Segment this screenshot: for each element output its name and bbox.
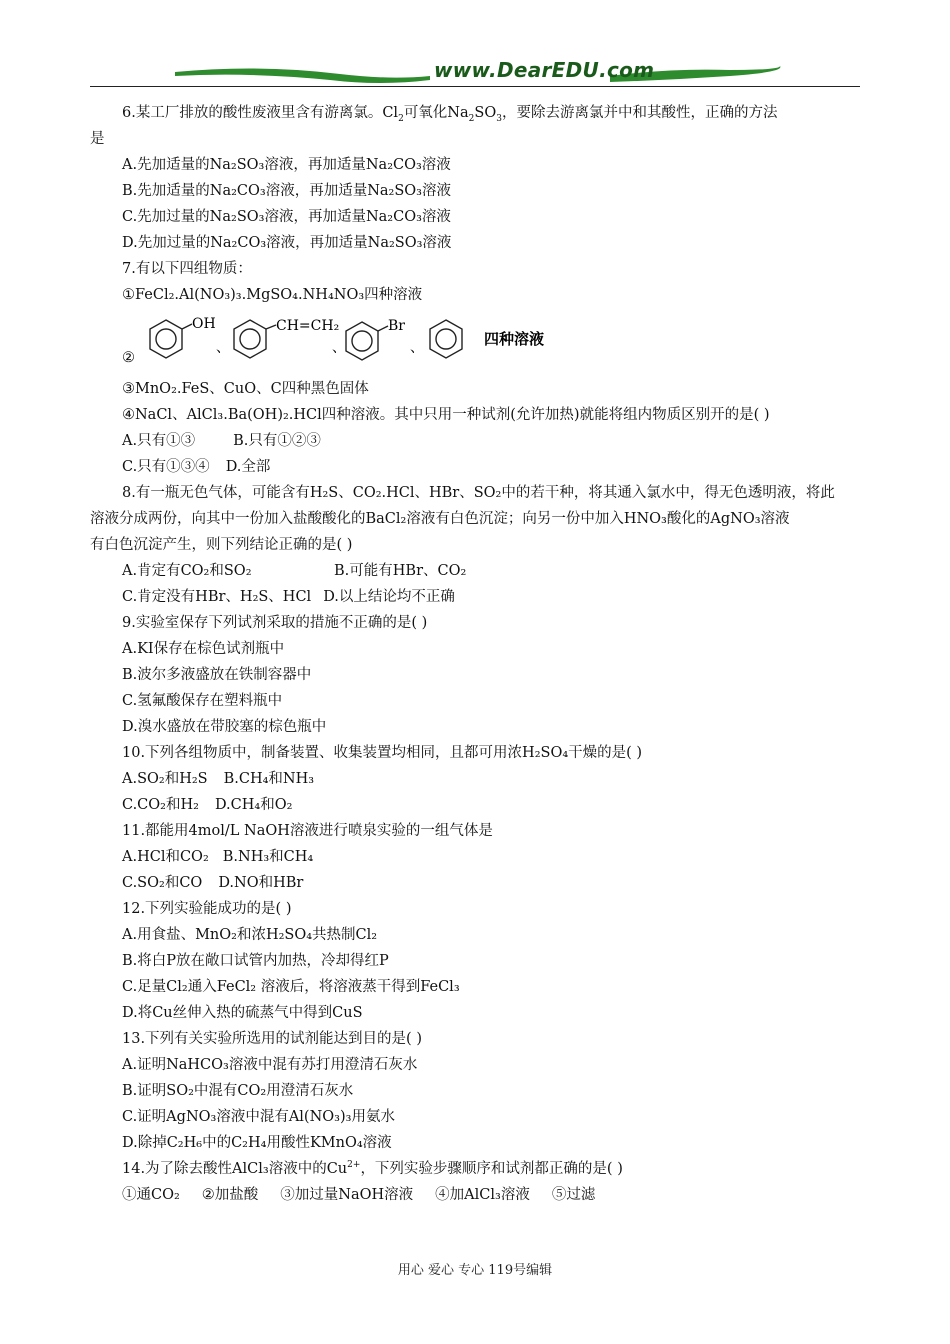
q9-option-b: B.波尔多液盛放在铁制容器中 (122, 667, 312, 683)
q7-options-cd: C.只有①③④ D.全部 (122, 459, 271, 475)
q6-option-a: A.先加适量的Na₂SO₃溶液，再加适量Na₂CO₃溶液 (122, 157, 451, 173)
q12-option-d: D.将Cu丝伸入热的硫蒸气中得到CuS (122, 1005, 363, 1021)
benzene-structures-figure (144, 312, 584, 372)
struct-label-four-solutions: 四种溶液 (484, 330, 545, 348)
q7-item-3: ③MnO₂.FeS、CuO、C四种黑色固体 (122, 381, 369, 397)
q6-option-c: C.先加过量的Na₂SO₃溶液，再加适量Na₂CO₃溶液 (122, 209, 451, 225)
q7-item-2-mark: ② (122, 350, 135, 366)
styrene-structure (234, 320, 276, 358)
q12-stem: 12.下列实验能成功的是( ) (122, 901, 292, 917)
bromobenzene-structure (346, 322, 388, 360)
q9-option-a: A.KI保存在棕色试剂瓶中 (122, 641, 285, 657)
q9-option-d: D.溴水盛放在带胶塞的棕色瓶中 (122, 719, 327, 735)
q9-option-c: C.氢氟酸保存在塑料瓶中 (122, 693, 283, 709)
document-body (90, 100, 865, 1208)
q12-option-c: C.足量Cl₂通入FeCl₂ 溶液后，将溶液蒸干得到FeCl₃ (122, 979, 460, 995)
q14-stem: 14.为了除去酸性AlCl₃溶液中的$Cu^{2+}$，下列实验步骤顺序和试剂都正确的是( ) (122, 1160, 623, 1177)
q12-option-a: A.用食盐、MnO₂和浓H₂SO₄共热制Cl₂ (122, 927, 378, 943)
q8-options-cd: C.肯定没有HBr、H₂S、HCl D.以上结论均不正确 (122, 589, 455, 605)
q7-item-4: ④NaCl、AlCl₃.Ba(OH)₂.HCl四种溶液。其中只用一种试剂(允许加热)就能将组内物质区别开的是( ) (122, 407, 770, 423)
q14-steps (90, 1182, 865, 1208)
q10-options-cd: C.CO₂和H₂ D.CH₄和O₂ (122, 797, 293, 813)
q6-stem: 6.某工厂排放的酸性废液里含有游离氯。$Cl_2$可氧化$Na_2SO_3$，要除去游离氯并中和其酸性，正确的方法 (122, 105, 778, 124)
struct-label-vinyl: CH=CH₂ (276, 318, 340, 334)
q6-stem-cont: 是 (90, 131, 105, 147)
q7-options-ab: A.只有①③ B.只有①②③ (122, 433, 321, 449)
q13-option-a: A.证明NaHCO₃溶液中混有苏打用澄清石灰水 (122, 1057, 418, 1073)
q13-stem: 13.下列有关实验所选用的试剂能达到目的是( ) (122, 1031, 422, 1047)
header-rule (90, 86, 860, 87)
q9-stem: 9.实验室保存下列试剂采取的措施不正确的是( ) (122, 615, 428, 631)
svg-text:、: 、 (216, 340, 230, 356)
page-footer: 用心 爱心 专心 119号编辑 (397, 1263, 553, 1278)
q11-stem: 11.都能用4mol/L NaOH溶液进行喷泉实验的一组气体是 (122, 823, 493, 839)
q10-options-ab: A.SO₂和H₂S B.CH₄和NH₃ (122, 771, 315, 787)
q7-item-1: ①FeCl₂.Al(NO₃)₃.MgSO₄.NH₄NO₃四种溶液 (122, 287, 423, 303)
q8-options-ab: A.肯定有CO₂和SO₂ B.可能有HBr、CO₂ (122, 563, 467, 579)
q13-option-d: D.除掉C₂H₆中的C₂H₄用酸性KMnO₄溶液 (122, 1135, 392, 1151)
q8-stem-line3: 有白色沉淀产生，则下列结论正确的是( ) (90, 537, 353, 553)
q14-step-3: ③加过量NaOH溶液 (280, 1187, 414, 1203)
page-header (90, 58, 860, 92)
q13-option-b: B.证明SO₂中混有CO₂用澄清石灰水 (122, 1083, 354, 1099)
q10-stem: 10.下列各组物质中，制备装置、收集装置均相同，且都可用浓H₂SO₄干燥的是( ) (122, 745, 643, 761)
q7-structures (90, 308, 865, 376)
q14-step-1: ①通CO₂ (122, 1187, 180, 1203)
q14-step-4: ④加AlCl₃溶液 (435, 1187, 530, 1203)
struct-label-br: Br (388, 318, 405, 334)
benzene-structure (430, 320, 462, 358)
q11-options-ab: A.HCl和CO₂ B.NH₃和CH₄ (122, 849, 314, 865)
q11-options-cd: C.SO₂和CO D.NO和HBr (122, 875, 304, 891)
site-logo-text: www.DearEDU.com (434, 58, 655, 82)
phenol-structure (150, 320, 192, 358)
q14-step-5: ⑤过滤 (551, 1187, 596, 1203)
q8-stem-line1: 8.有一瓶无色气体，可能含有H₂S、CO₂.HCl、HBr、SO₂中的若干种，将其通入氯水中，得无色透明液，将此 (122, 485, 835, 501)
svg-text:、: 、 (332, 340, 346, 356)
struct-label-oh: OH (192, 316, 216, 332)
q6-option-d: D.先加过量的Na₂CO₃溶液，再加适量Na₂SO₃溶液 (122, 235, 452, 251)
q6-option-b: B.先加适量的Na₂CO₃溶液，再加适量Na₂SO₃溶液 (122, 183, 451, 199)
svg-text:、: 、 (410, 340, 424, 356)
q12-option-b: B.将白P放在敞口试管内加热，冷却得红P (122, 953, 389, 969)
q14-step-2: ②加盐酸 (201, 1187, 259, 1203)
q13-option-c: C.证明AgNO₃溶液中混有Al(NO₃)₃用氨水 (122, 1109, 395, 1125)
q7-stem: 7.有以下四组物质： (122, 261, 252, 277)
q8-stem-line2: 溶液分成两份，向其中一份加入盐酸酸化的BaCl₂溶液有白色沉淀；向另一份中加入HNO₃酸化的AgNO₃溶液 (90, 511, 790, 527)
